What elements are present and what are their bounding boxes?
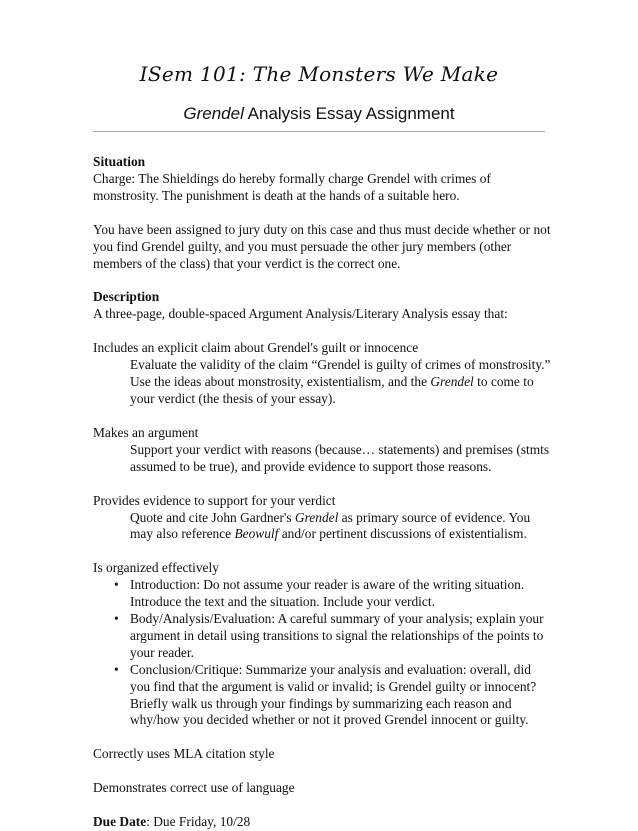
due-date-value: : Due Friday, 10/28 [146,814,251,830]
bullet-icon: • [114,577,119,593]
evidence-book-beowulf: Beowulf [234,526,279,542]
argument-text: Support your verdict with reasons (because… statements) and premises (stmts assumed to be true), and provide evidence to support those reasons. [130,441,550,474]
organization-label: Is organized effectively [93,560,219,576]
description-intro: A three-page, double-spaced Argument Analysis/Literary Analysis essay that: [93,306,508,322]
evidence-label: Provides evidence to support for your verdict [93,492,336,508]
document-body [93,154,553,831]
claim-line-1: Evaluate the validity of the claim “Grendel is guilty of crimes of monstrosity.” [130,357,551,373]
evidence-text [93,510,553,544]
subtitle-book-title: Grendel [183,104,244,123]
claim-line-2-post: to come to your verdict (the thesis of your essay). [130,374,534,406]
list-item [93,662,553,730]
claim-line-2-pre: Use the ideas about monstrosity, existentialism, and the [130,374,431,390]
situation-jury: You have been assigned to jury duty on this case and thus must decide whether or not you find Grendel guilty, and you must persuade the other jury members (other members of the class) that your verdict is the correct one. [93,221,551,271]
list-item-text: Conclusion/Critique: Summarize your analysis and evaluation: overall, did you find that the argument is valid or invalid; is Grendel guilty or innocent? Briefly walk us through your findings by summarizing each reason and why/how you decided whether or not it proved Grendel innocent or guilty. [130,661,537,728]
situation-charge: Charge: The Shieldings do hereby formally charge Grendel with crimes of monstrosity. The punishment is death at the hands of a suitable hero. [93,170,491,203]
subtitle-rest: Analysis Essay Assignment [243,104,455,123]
argument-label: Makes an argument [93,424,199,440]
list-item [93,611,553,662]
due-date [93,814,553,831]
evidence-book-grendel: Grendel [294,509,339,525]
page-subtitle [0,104,638,124]
evidence-mid: as primary source of evidence. You may also reference [130,509,531,542]
bullet-icon: • [114,661,119,677]
list-item-text: Body/Analysis/Evaluation: A careful summary of your analysis; explain your argument in detail using transitions to signal the relationships of the points to your reader. [130,611,544,660]
claim-label: Includes an explicit claim about Grendel's guilt or innocence [93,340,419,356]
title-divider [93,131,545,132]
claim-line-2 [93,374,553,408]
evidence-pre: Quote and cite John Gardner's [130,509,295,525]
page-title: ISem 101: The Monsters We Make [139,62,499,86]
bullet-icon: • [114,611,119,627]
situation-heading: Situation [93,154,146,169]
due-date-label: Due Date [93,814,147,830]
organization-list [93,577,553,729]
language-requirement: Demonstrates correct use of language [93,780,295,796]
claim-line-2-book: Grendel [430,374,474,390]
evidence-post: and/or pertinent discussions of existentialism. [278,526,527,542]
list-item-text: Introduction: Do not assume your reader is aware of the writing situation. Introduce the text and the situation. Include your verdict. [130,577,525,610]
mla-requirement: Correctly uses MLA citation style [93,746,275,762]
list-item [93,577,553,611]
description-heading: Description [93,289,160,305]
